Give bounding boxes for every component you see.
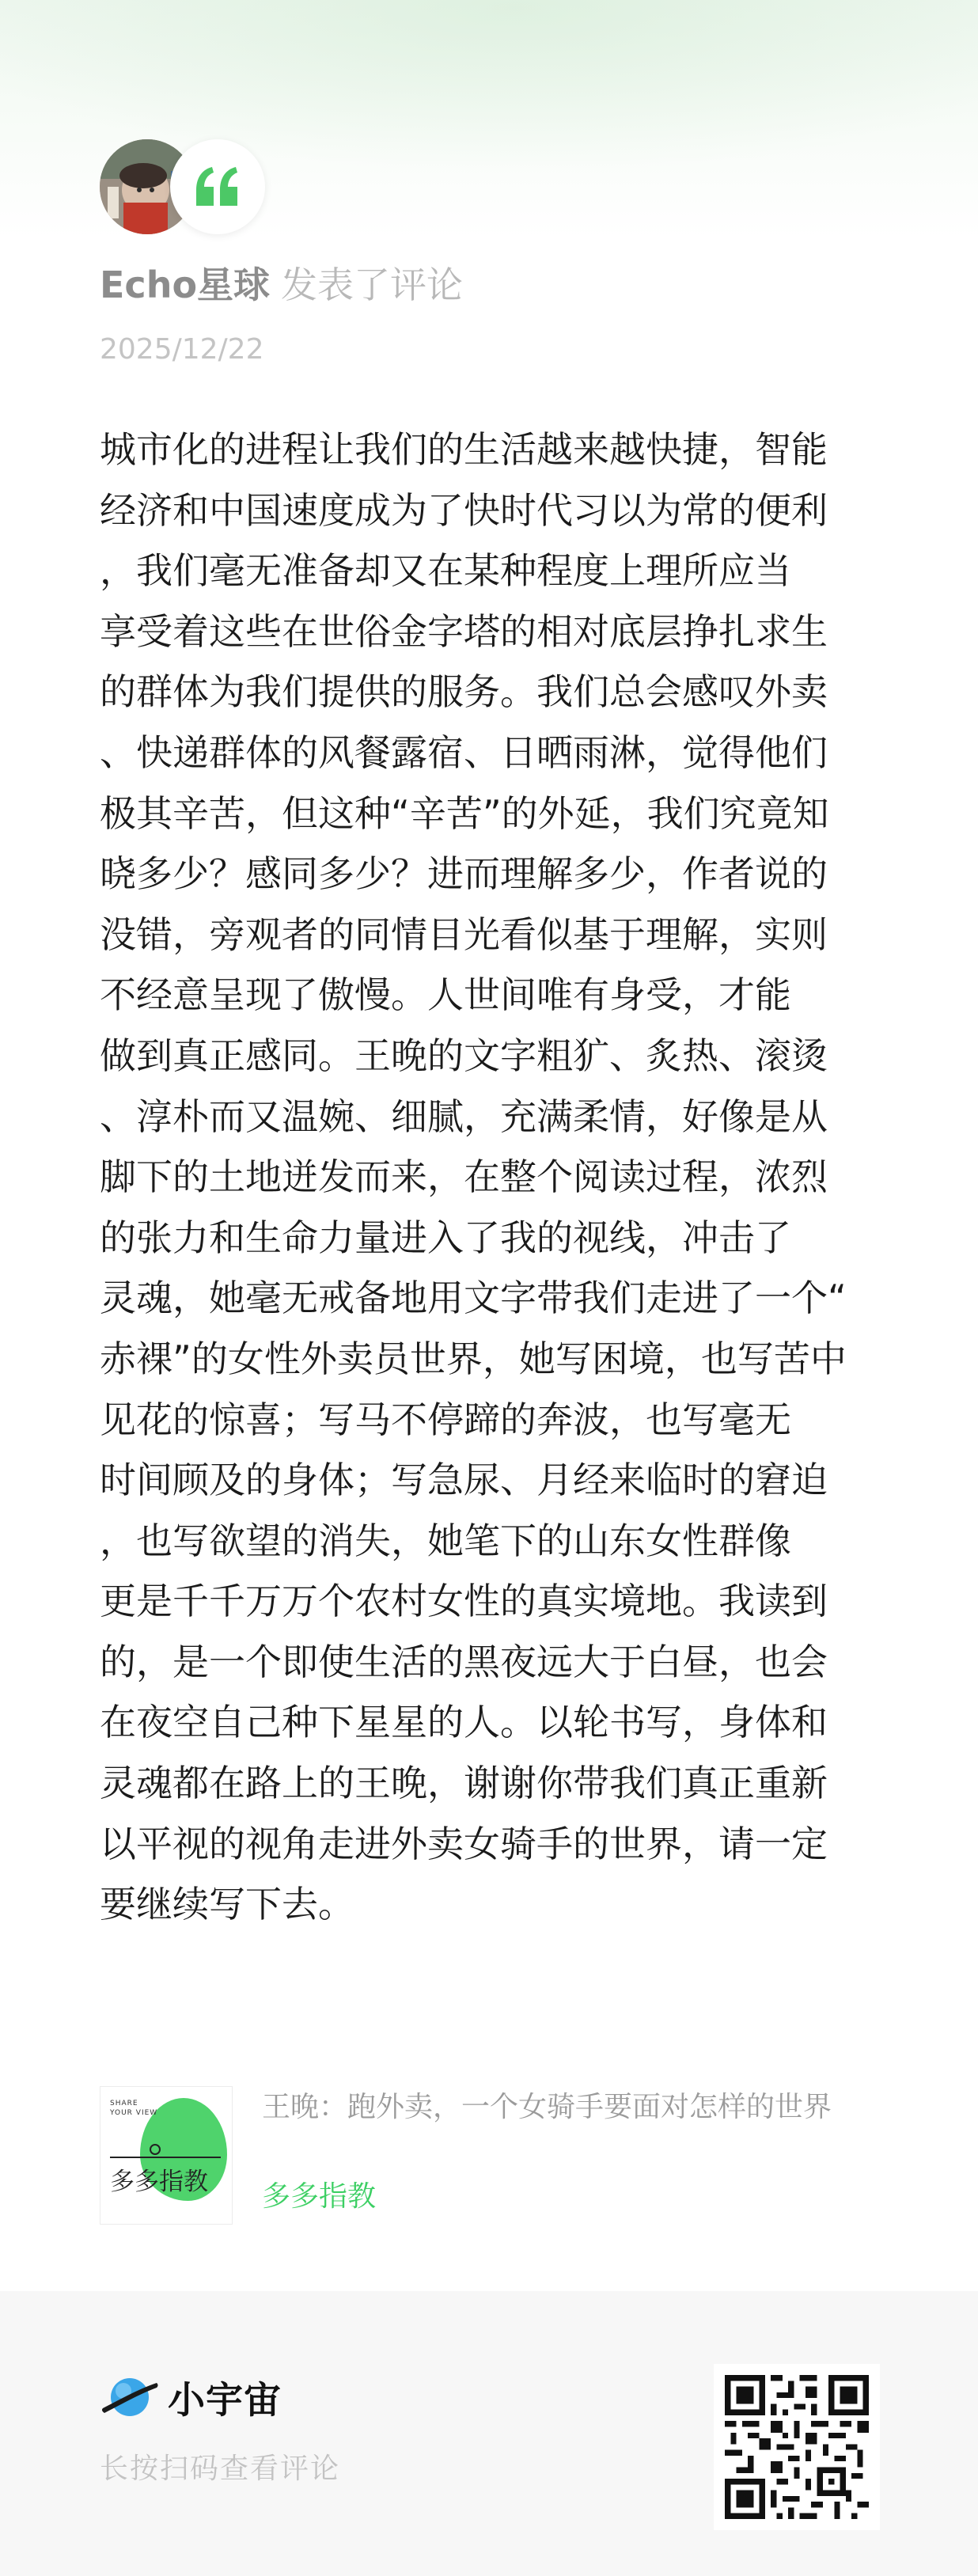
- comment-line: 的群体为我们提供的服务。我们总会感叹外卖: [100, 670, 828, 714]
- comment-line: 城市化的进程让我们的生活越来越快捷，智能: [100, 428, 828, 471]
- qr-code-image: [725, 2375, 869, 2519]
- podcast-name[interactable]: 多多指教: [262, 2180, 377, 2213]
- comment-line: 享受着这些在世俗金字塔的相对底层挣扎求生: [100, 609, 828, 653]
- brand: [100, 2365, 282, 2429]
- cover-title: 多多指教: [110, 2168, 208, 2196]
- author-line: [100, 261, 463, 309]
- comment-line: 极其辛苦，但这种“辛苦”的外延，我们究竟知: [100, 791, 829, 835]
- comment-body: [100, 419, 883, 1935]
- quote-icon: [193, 166, 242, 207]
- comment-line: 晓多少？感同多少？进而理解多少，作者说的: [100, 852, 828, 896]
- comment-line: 、快递群体的风餐露宿、日晒雨淋，觉得他们: [100, 730, 828, 774]
- comment-line: 、淳朴而又温婉、细腻，充满柔情，好像是从: [100, 1095, 828, 1138]
- episode-title[interactable]: 王晚：跑外卖，一个女骑手要面对怎样的世界: [262, 2091, 832, 2123]
- comment-line: 脚下的土地迸发而来，在整个阅读过程，浓烈: [100, 1155, 828, 1199]
- comment-line: 的张力和生命力量进入了我的视线，冲击了: [100, 1216, 791, 1259]
- comment-line: 赤裸”的女性外卖员世界，她写困境，也写苦中: [100, 1337, 847, 1380]
- cover-divider: [110, 2157, 221, 2158]
- comment-line: 没错，旁观者的同情目光看似基于理解，实则: [100, 912, 828, 956]
- quote-badge: [170, 139, 265, 234]
- comment-date: 2025/12/22: [100, 333, 264, 366]
- comment-line: ，也写欲望的消失，她笔下的山东女性群像: [100, 1519, 791, 1562]
- footer: [0, 2291, 978, 2576]
- comment-line: 更是千千万万个农村女性的真实境地。我读到: [100, 1580, 828, 1623]
- comment-line: ，我们毫无准备却又在某种程度上理所应当: [100, 549, 791, 593]
- episode-cover[interactable]: [100, 2086, 233, 2225]
- comment-line: 见花的惊喜；写马不停蹄的奔波，也写毫无: [100, 1398, 791, 1441]
- scan-hint: 长按扫码查看评论: [100, 2453, 341, 2485]
- cover-tagline: SHARE: [110, 2100, 138, 2107]
- comment-line: 灵魂，她毫无戒备地用文字带我们走进了一个“: [100, 1277, 847, 1320]
- source-episode-card[interactable]: [100, 2086, 883, 2225]
- cover-ring-icon: [150, 2144, 161, 2155]
- author-name[interactable]: Echo星球: [100, 264, 271, 306]
- brand-name: 小宇宙: [168, 2378, 282, 2422]
- comment-line: 经济和中国速度成为了快时代习以为常的便利: [100, 488, 828, 532]
- cover-tagline: YOUR VIEW: [110, 2109, 158, 2117]
- comment-line: 以平视的视角走进外卖女骑手的世界，请一定: [100, 1822, 828, 1865]
- comment-line: 灵魂都在路上的王晚，谢谢你带我们真正重新: [100, 1762, 828, 1805]
- comment-line: 在夜空自己种下星星的人。以轮书写，身体和: [100, 1701, 828, 1744]
- comment-line: 时间顾及的身体；写急尿、月经来临时的窘迫: [100, 1459, 828, 1502]
- comment-line: 要继续写下去。: [100, 1883, 354, 1926]
- planet-logo-icon: [100, 2372, 160, 2422]
- comment-line: 不经意呈现了傲慢。人世间唯有身受，才能: [100, 973, 791, 1017]
- comment-line: 的，是一个即使生活的黑夜远大于白昼，也会: [100, 1640, 828, 1683]
- comment-line: 做到真正感同。王晚的文字粗犷、炙热、滚烫: [100, 1034, 828, 1077]
- qr-code[interactable]: [714, 2364, 880, 2530]
- author-action: 发表了评论: [281, 264, 464, 306]
